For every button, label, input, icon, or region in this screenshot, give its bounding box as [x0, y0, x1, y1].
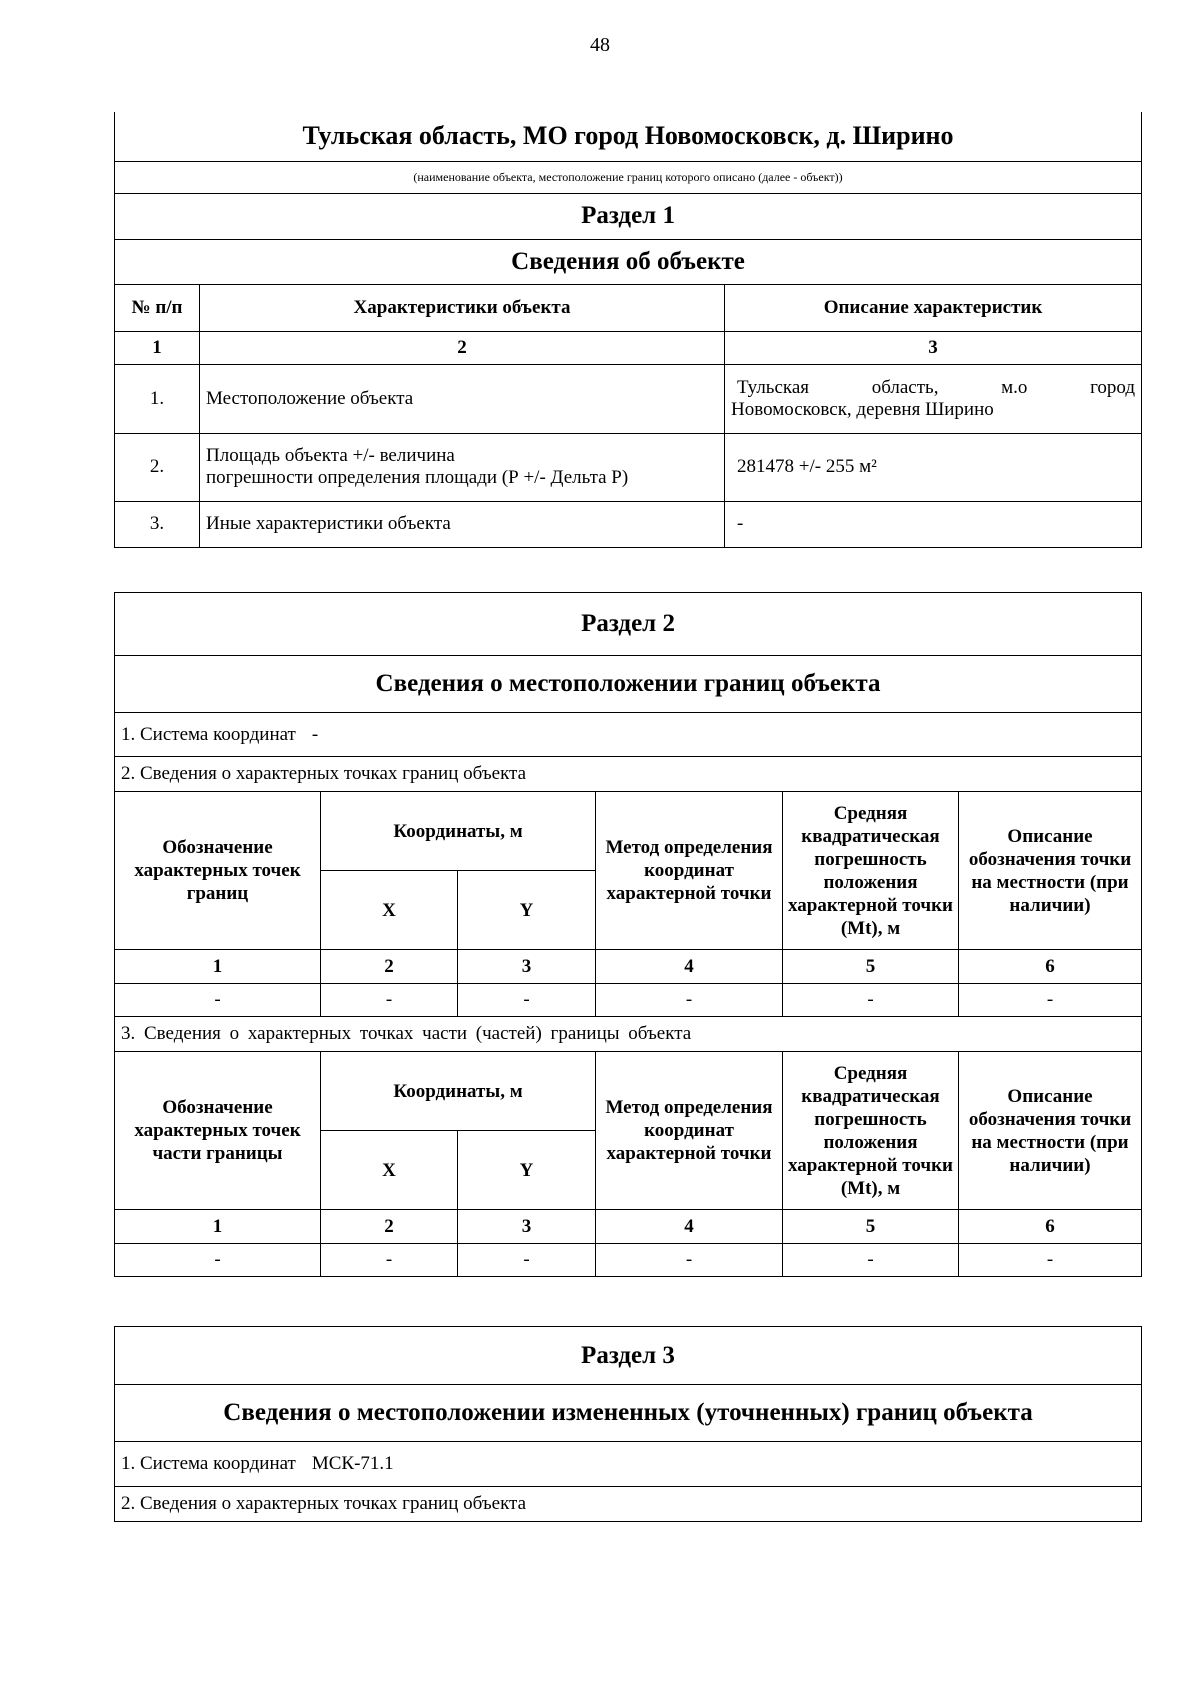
table-cell: - [959, 984, 1142, 1017]
col-y: Y [458, 871, 596, 950]
col-number-2: 2 [200, 331, 725, 364]
table-cell: - [596, 984, 783, 1017]
col-number: 6 [959, 1210, 1142, 1244]
section1-heading: Раздел 1 [115, 193, 1142, 239]
col-number: 6 [959, 950, 1142, 984]
coord-system-row [115, 1442, 1142, 1487]
row-num: 2. [115, 433, 200, 501]
table-row [115, 984, 1142, 1017]
section3-heading: Раздел 3 [115, 1327, 1142, 1385]
col-mean-error: Средняя квадратическая погрешность положения характерной точки (Mt), м [783, 792, 959, 950]
page-number: 48 [590, 34, 610, 56]
coord-system-row [115, 713, 1142, 757]
col-number: 4 [596, 1210, 783, 1244]
col-number: 1 [115, 1210, 321, 1244]
col-number: 3 [458, 950, 596, 984]
points-label: 2. Сведения о характерных точках границ объекта [115, 757, 1142, 792]
characteristic-line: Площадь объекта +/- величина [206, 445, 455, 466]
col-point-designation: Обозначение характерных точек границ [115, 792, 321, 950]
col-number-3: 3 [725, 331, 1142, 364]
col-coordinates: Координаты, м [321, 1052, 596, 1131]
coord-system-value: - [311, 723, 319, 745]
col-header-characteristic: Характеристики объекта [200, 284, 725, 331]
row-description [725, 364, 1142, 433]
col-mean-error: Средняя квадратическая погрешность положения характерной точки (Mt), м [783, 1052, 959, 1210]
section1-table [114, 112, 1142, 548]
characteristic-line: погрешности определения площади (Р +/- Дельта Р) [206, 467, 629, 488]
col-header-description: Описание характеристик [725, 284, 1142, 331]
row-characteristic: Местоположение объекта [200, 364, 725, 433]
col-number: 2 [321, 1210, 458, 1244]
table-cell: - [783, 1244, 959, 1277]
col-method: Метод определения координат характерной точки [596, 1052, 783, 1210]
description-line: Новомосковск, деревня Ширино [731, 398, 994, 420]
col-x: X [321, 871, 458, 950]
col-number: 1 [115, 950, 321, 984]
table-cell: - [458, 1244, 596, 1277]
row-characteristic [200, 433, 725, 501]
col-part-point-designation: Обозначение характерных точек части границы [115, 1052, 321, 1210]
col-header-num: № п/п [115, 284, 200, 331]
table-cell: - [458, 984, 596, 1017]
row-description: 281478 +/- 255 м² [725, 433, 1142, 501]
col-x: X [321, 1131, 458, 1210]
col-coordinates: Координаты, м [321, 792, 596, 871]
table-row [115, 1244, 1142, 1277]
col-number-1: 1 [115, 331, 200, 364]
table-cell: - [115, 1244, 321, 1277]
table-row [115, 433, 1142, 501]
table-row [115, 364, 1142, 433]
table-row [115, 501, 1142, 547]
parts-label: 3. Сведения о характерных точках части (частей) границы объекта [115, 1017, 1142, 1052]
section3-table [114, 1326, 1142, 1522]
col-number: 3 [458, 1210, 596, 1244]
coord-system-label: 1. Система координат [121, 1453, 296, 1474]
object-title: Тульская область, МО город Новомосковск, д. Ширино [115, 112, 1142, 161]
row-characteristic: Иные характеристики объекта [200, 501, 725, 547]
coord-system-label: 1. Система координат [121, 723, 296, 745]
table-cell: - [783, 984, 959, 1017]
table-cell: - [321, 984, 458, 1017]
col-y: Y [458, 1131, 596, 1210]
points-label: 2. Сведения о характерных точках границ объекта [115, 1487, 1142, 1522]
col-number: 2 [321, 950, 458, 984]
col-point-description: Описание обозначения точки на местности (при наличии) [959, 1052, 1142, 1210]
row-description: - [725, 501, 1142, 547]
section2-table [114, 592, 1142, 1277]
table-cell: - [321, 1244, 458, 1277]
section3-subheading: Сведения о местоположении измененных (уточненных) границ объекта [115, 1385, 1142, 1442]
col-number: 5 [783, 1210, 959, 1244]
col-number: 5 [783, 950, 959, 984]
col-number: 4 [596, 950, 783, 984]
row-num: 1. [115, 364, 200, 433]
section2-subheading: Сведения о местоположении границ объекта [115, 656, 1142, 713]
object-caption: (наименование объекта, местоположение границ которого описано (далее - объект)) [115, 161, 1142, 193]
table-cell: - [959, 1244, 1142, 1277]
col-point-description: Описание обозначения точки на местности (при наличии) [959, 792, 1142, 950]
col-method: Метод определения координат характерной точки [596, 792, 783, 950]
section1-subheading: Сведения об объекте [115, 239, 1142, 284]
table-cell: - [596, 1244, 783, 1277]
section2-heading: Раздел 2 [115, 593, 1142, 656]
table-cell: - [115, 984, 321, 1017]
row-num: 3. [115, 501, 200, 547]
coord-system-value: МСК-71.1 [311, 1453, 394, 1474]
description-line: Тульская область, м.о город [737, 376, 1136, 398]
